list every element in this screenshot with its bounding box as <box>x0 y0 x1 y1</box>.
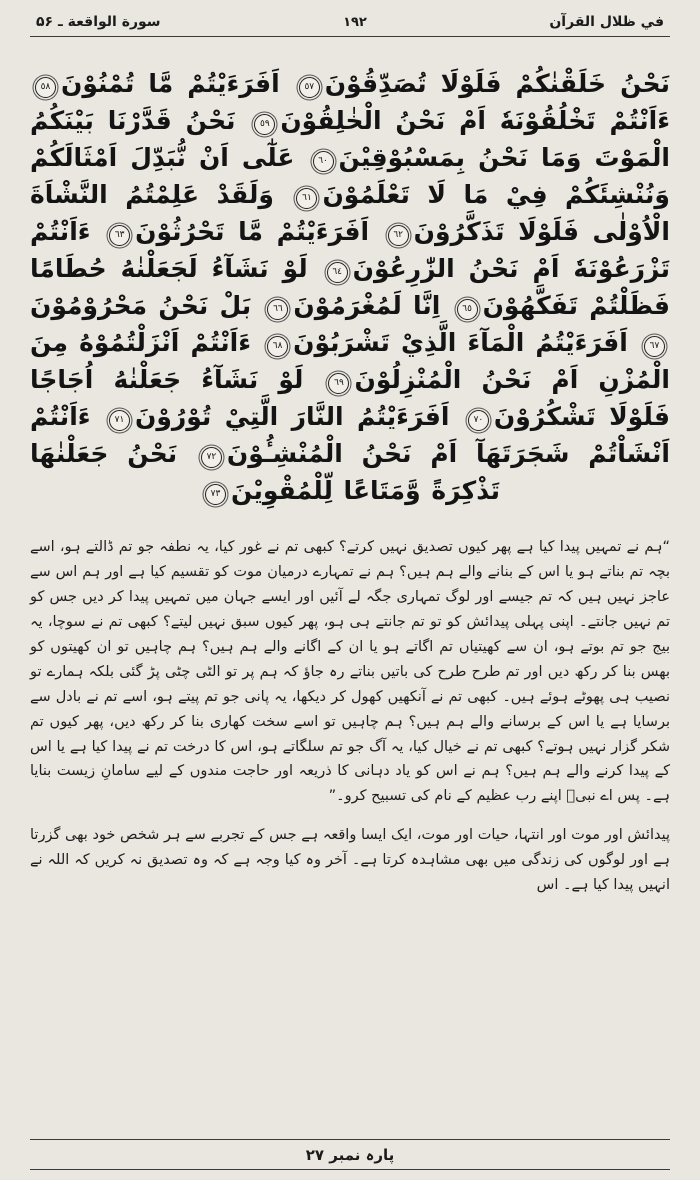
quran-verse: اَفَرَءَيْتُمْ مَّا تَحْرُثُوْنَ <box>135 217 370 246</box>
ayah-end-marker: ٥٨ <box>35 77 56 98</box>
quran-verse: وَلَقَدْ عَلِمْتُمُ النَّشْاَةَ الْاُوْلٰى فَلَوْلَا تَذَكَّرُوْنَ <box>30 180 670 246</box>
ayah-end-marker: ٧٢ <box>201 447 222 468</box>
ayah-end-marker: ٦٨ <box>267 336 288 357</box>
quran-verse: لَوْ نَشَآءُ جَعَلْنٰهُ اُجَاجًا فَلَوْلَا تَشْكُرُوْنَ <box>30 365 670 431</box>
quran-verse: لَوْ نَشَآءُ لَجَعَلْنٰهُ حُطَامًا فَظَلْتُمْ تَفَكَّهُوْنَ <box>30 254 670 320</box>
quran-verse: نَحْنُ جَعَلْنٰهَا تَذْكِرَةً وَّمَتَاعًا لِّلْمُقْوِيْنَ <box>30 439 501 505</box>
ayah-end-marker: ٥٩ <box>254 114 275 135</box>
header-rule <box>30 36 670 37</box>
quran-verse: اِنَّا لَمُغْرَمُوْنَ <box>293 291 441 320</box>
ayah-end-marker: ٦٢ <box>388 225 409 246</box>
quran-verse: اَفَرَءَيْتُمْ مَّا تُمْنُوْنَ <box>61 69 280 98</box>
quran-verse: ءَاَنْتُمْ تَزْرَعُوْنَهٗ اَمْ نَحْنُ الزّٰرِعُوْنَ <box>30 217 670 283</box>
ayah-end-marker: ٦٦ <box>267 299 288 320</box>
quran-verse: ءَاَنْتُمْ اَنْشَاْتُمْ شَجَرَتَهَآ اَمْ نَحْنُ الْمُنْشِـُٔوْنَ <box>30 402 670 468</box>
footer-para-number: پارہ نمبر ۲۷ <box>305 1146 395 1164</box>
page-footer <box>30 1139 670 1170</box>
quran-verse: نَحْنُ قَدَّرْنَا بَيْنَكُمُ الْمَوْتَ وَمَا نَحْنُ بِمَسْبُوْقِيْنَ <box>30 106 670 172</box>
header-book-title: في ظلال القرآن <box>549 14 664 30</box>
commentary-section <box>30 535 670 912</box>
commentary-paragraph: پیدائش اور موت اور انتہا، حیات اور موت، ایک ایسا واقعہ ہے جس کے تجربے سے ہر شخص خود بھی گزرتا ہے اور لوگوں کی زندگی میں بھی مشاہدہ کرتا ہے۔ آخر وہ کیا وجہ ہے کہ وہ تصدیق نہ کریں کہ اللہ نے انہیں پیدا کیا ہے۔ اس <box>30 827 670 894</box>
ayah-end-marker: ٦٣ <box>109 225 130 246</box>
ayah-end-marker: ٦١ <box>296 188 317 209</box>
quran-verse: نَحْنُ خَلَقْنٰكُمْ فَلَوْلَا تُصَدِّقُوْنَ <box>324 69 670 98</box>
ayah-end-marker: ٧٣ <box>205 484 226 505</box>
header-surah-title: سورة الواقعة ـ ۵۶ <box>36 14 161 30</box>
ayah-end-marker: ٧٠ <box>468 410 489 431</box>
ayah-end-marker: ٦٤ <box>327 262 348 283</box>
ayah-end-marker: ٧١ <box>109 410 130 431</box>
header-page-number: ١٩٢ <box>343 15 367 30</box>
quran-verse: اَفَرَءَيْتُمُ النَّارَ الَّتِيْ تُوْرُوْنَ <box>134 402 450 431</box>
ayah-end-marker: ٦٧ <box>644 336 665 357</box>
quran-verse: اَفَرَءَيْتُمُ الْمَآءَ الَّذِيْ تَشْرَبُوْنَ <box>293 328 628 357</box>
ayah-end-marker: ٦٩ <box>328 373 349 394</box>
ayah-end-marker: ٦٥ <box>457 299 478 320</box>
commentary-paragraph: “ہم نے تمہیں پیدا کیا ہے پھر کیوں تصدیق نہیں کرتے؟ کبھی تم نے غور کیا، یہ نطفہ جو تم ڈالتے ہو، اسے بچہ تم بناتے ہو یا اس کے بنانے والے ہم ہیں؟ ہم نے تمہارے درمیان موت کو تقسیم کیا ہے اور ہم اس سے عاجز نہیں ہیں کہ تم جیسے اور لوگ تمہاری جگہ لے آئیں اور ایسے جہان میں تمہیں پیدا کر دیں جس کو تم نہیں جانتے۔ اپنی پہلی پیدائش کو تو تم جانتے ہی ہو، پھر کیوں سبق نہیں لیتے؟ کبھی تم نے سوچا، یہ بیج جو تم بوتے ہو، ان سے کھیتیاں تم اگاتے ہو یا ان کے اگانے والے ہم ہیں؟ ہم چاہیں تو ان کھیتوں کو بھس بنا کر رکھ دیں اور تم طرح طرح کی باتیں بناتے رہ جاؤ کہ ہم پر تو الٹی چٹی پڑ گئی بلکہ ہمارے تو نصیب ہی پھوٹے ہوئے ہیں۔ کبھی تم نے آنکھیں کھول کر دیکھا، یہ پانی جو تم پیتے ہو، اسے تم نے بادل سے برسایا ہے یا اس کے برسانے والے ہم ہیں؟ ہم چاہیں تو اسے سخت کھاری بنا کر رکھ دیں، پھر کیوں تم شکر گزار نہیں ہوتے؟ کبھی تم نے خیال کیا، یہ آگ جو تم سلگاتے ہو، اس کا درخت تم نے پیدا کیا ہے یا اس کے پیدا کرنے والے ہم ہیں؟ ہم نے اس کو یاد دہانی کا ذریعہ اور حاجت مندوں کے لیے سامانِ زیست بنایا ہے۔ پس اے نبیؐ اپنے رب عظیم کے نام کی تسبیح کرو۔” <box>30 539 670 805</box>
quran-text-block <box>30 65 670 509</box>
quran-verse: ءَاَنْتُمْ اَنْزَلْتُمُوْهُ مِنَ الْمُزْنِ اَمْ نَحْنُ الْمُنْزِلُوْنَ <box>30 328 671 394</box>
quran-verse: بَلْ نَحْنُ مَحْرُوْمُوْنَ <box>30 291 252 320</box>
quran-verse: عَلٰٓى اَنْ نُّبَدِّلَ اَمْثَالَكُمْ وَنُنْشِئَكُمْ فِيْ مَا لَا تَعْلَمُوْنَ <box>30 143 670 209</box>
ayah-end-marker: ٦٠ <box>313 151 334 172</box>
ayah-end-marker: ٥٧ <box>299 77 320 98</box>
page-header <box>30 12 670 36</box>
quran-verse: ءَاَنْتُمْ تَخْلُقُوْنَهٗ اَمْ نَحْنُ الْخٰلِقُوْنَ <box>280 106 670 135</box>
